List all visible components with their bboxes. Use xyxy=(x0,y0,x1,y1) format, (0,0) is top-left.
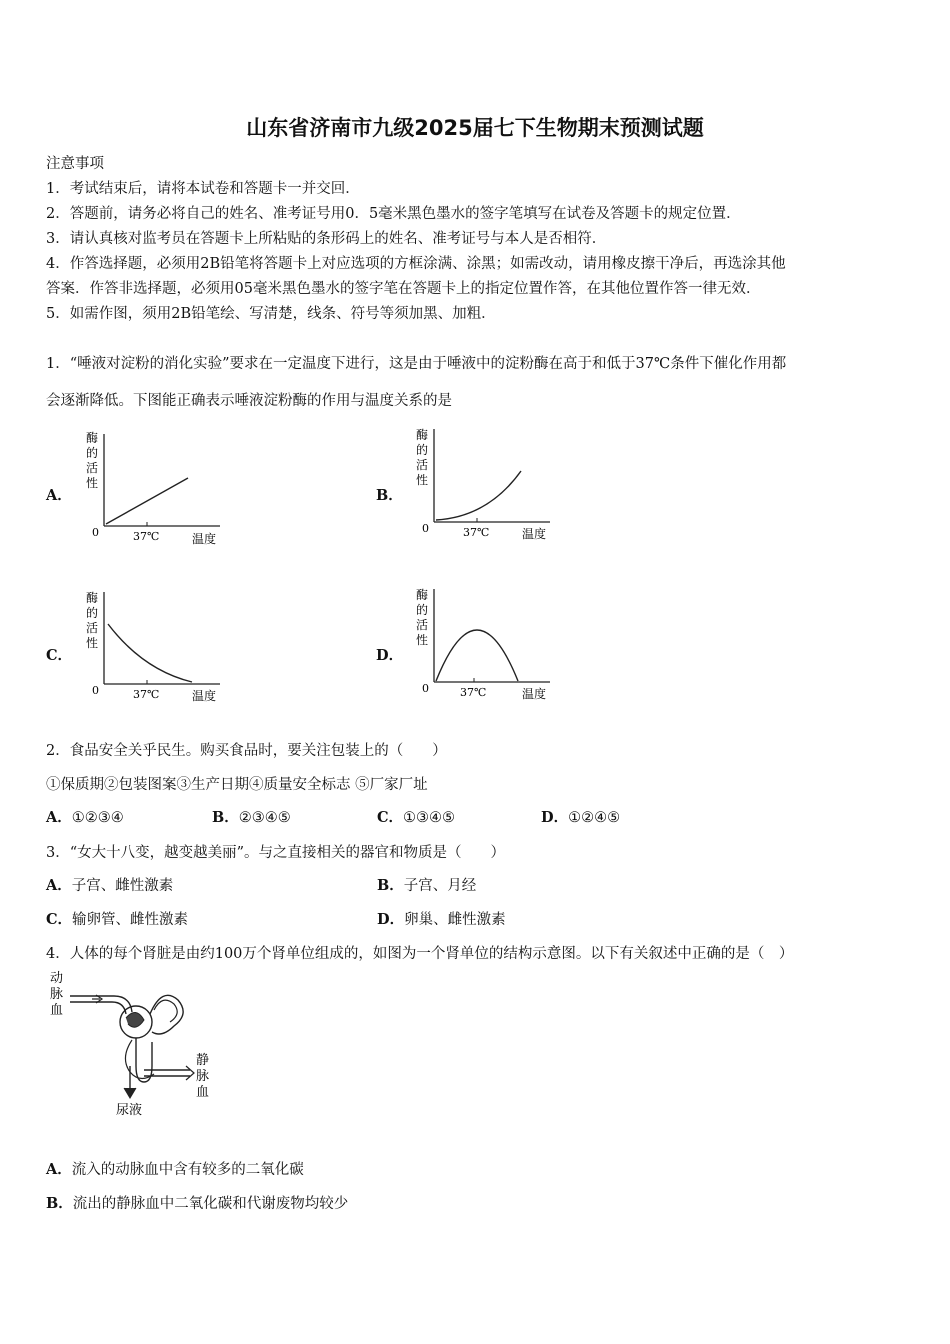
ylabel-char: 酶 xyxy=(416,428,429,442)
notice-heading: 注意事项 xyxy=(46,156,104,172)
ylabel-char: 活 xyxy=(416,618,429,632)
option-text: 卵巢、雌性激素 xyxy=(404,912,506,928)
vein-label-char: 血 xyxy=(196,1085,210,1100)
q1-stem-line2: 会逐渐降低。下图能正确表示唾液淀粉酶的作用与温度关系的是 xyxy=(46,393,452,409)
origin-label: 0 xyxy=(92,684,99,697)
q1-option-a-label[interactable]: A． xyxy=(46,487,72,504)
option-label: B． xyxy=(212,809,239,826)
option-label: B． xyxy=(377,877,404,894)
option-label: B． xyxy=(46,1195,73,1212)
option-label: D． xyxy=(541,809,569,826)
artery-label-char: 脉 xyxy=(50,987,64,1002)
artery-label-char: 血 xyxy=(50,1003,64,1018)
origin-label: 0 xyxy=(92,526,99,539)
ylabel-char: 性 xyxy=(86,636,99,650)
page-title: 山东省济南市九级2025届七下生物期末预测试题 xyxy=(246,116,704,140)
q1-option-c-label[interactable]: C． xyxy=(46,647,73,664)
option-text: 流入的动脉血中含有较多的二氧化碳 xyxy=(71,1162,304,1178)
xlabel: 温度 xyxy=(522,687,547,701)
ylabel-char: 的 xyxy=(86,606,99,620)
q3-stem: 3．“女大十八变，越变越美丽”。与之直接相关的器官和物质是（ ） xyxy=(46,845,506,861)
q2-option-d[interactable] xyxy=(541,806,620,827)
option-text: 子宫、月经 xyxy=(403,878,477,894)
tick-label: 37℃ xyxy=(460,686,487,699)
ylabel-char: 酶 xyxy=(416,588,429,602)
q4-stem: 4．人体的每个肾脏是由约100万个肾单位组成的，如图为一个肾单位的结构示意图。以下有关叙述中正确的是（ ） xyxy=(46,946,794,962)
option-label: D． xyxy=(377,911,405,928)
notice-item-3: 3．请认真核对监考员在答题卡上所粘贴的条形码上的姓名、准考证号与本人是否相符． xyxy=(46,231,607,247)
q3-option-d[interactable] xyxy=(377,908,506,929)
notice-item-2: 2．答题前，请务必将自己的姓名、准考证号用0．5毫米黑色墨水的签字笔填写在试卷及答题卡的规定位置． xyxy=(46,206,741,222)
ylabel-char: 酶 xyxy=(86,431,99,445)
option-label: A． xyxy=(46,877,72,894)
q1-graph-a[interactable] xyxy=(78,428,238,550)
ylabel-char: 性 xyxy=(416,633,429,647)
q4-option-a[interactable] xyxy=(46,1158,304,1179)
ylabel-char: 性 xyxy=(86,476,99,490)
ylabel-char: 活 xyxy=(86,461,99,475)
curve-linear xyxy=(106,478,188,524)
option-label: A． xyxy=(46,809,72,826)
q2-stem: 2．食品安全关乎民生。购买食品时，要关注包装上的（ ） xyxy=(46,743,447,759)
q2-option-b[interactable] xyxy=(212,806,291,827)
ylabel-char: 酶 xyxy=(86,591,99,605)
xlabel: 温度 xyxy=(192,532,217,546)
tick-label: 37℃ xyxy=(463,526,490,539)
option-label: C． xyxy=(46,911,73,928)
notice-item-4: 4．作答选择题，必须用2B铅笔将答题卡上对应选项的方框涂满、涂黑；如需改动，请用橡皮擦干净后，再选涂其他 xyxy=(46,256,786,272)
ylabel-char: 的 xyxy=(416,603,429,617)
notice-item-1: 1．考试结束后，请将本试卷和答题卡一并交回． xyxy=(46,181,360,197)
notice-item-5: 5．如需作图，须用2B铅笔绘、写清楚，线条、符号等须加黑、加粗． xyxy=(46,306,496,322)
glomerulus xyxy=(126,1012,144,1027)
q1-option-b-label[interactable]: B． xyxy=(376,487,403,504)
ylabel-char: 的 xyxy=(86,446,99,460)
vein-label-char: 静 xyxy=(196,1053,210,1068)
proximal-tubule xyxy=(150,995,183,1034)
vein-label-char: 脉 xyxy=(196,1069,210,1084)
tick-label: 37℃ xyxy=(133,530,160,543)
tick-label: 37℃ xyxy=(133,688,160,701)
q3-option-c[interactable] xyxy=(46,908,188,929)
q2-option-c[interactable] xyxy=(377,806,455,827)
q1-option-d-label[interactable]: D． xyxy=(376,647,404,664)
ylabel-char: 活 xyxy=(416,458,429,472)
option-text: 流出的静脉血中二氧化碳和代谢废物均较少 xyxy=(72,1196,349,1212)
option-label: A． xyxy=(46,1161,72,1178)
xlabel: 温度 xyxy=(192,689,217,703)
ylabel-char: 的 xyxy=(416,443,429,457)
option-label: C． xyxy=(377,809,404,826)
option-text: ①②③④ xyxy=(71,810,124,826)
option-text: ②③④⑤ xyxy=(238,810,291,826)
q2-items: ①保质期②包装图案③生产日期④质量安全标志 ⑤厂家厂址 xyxy=(46,777,428,793)
q1-graph-b[interactable] xyxy=(408,425,568,547)
xlabel: 温度 xyxy=(522,527,547,541)
curve-decrease xyxy=(108,624,192,682)
q2-option-a[interactable] xyxy=(46,806,124,827)
option-text: 子宫、雌性激素 xyxy=(71,878,174,894)
artery-label-char: 动 xyxy=(50,971,64,986)
ylabel-char: 性 xyxy=(416,473,429,487)
ylabel-char: 活 xyxy=(86,621,99,635)
q3-option-b[interactable] xyxy=(377,874,476,895)
urine-arrow xyxy=(124,1088,136,1098)
q1-stem-line1: 1．“唾液对淀粉的消化实验”要求在一定温度下进行，这是由于唾液中的淀粉酶在高于和低于37℃条件下催化作用都 xyxy=(46,356,787,372)
q3-option-a[interactable] xyxy=(46,874,173,895)
curve-peak xyxy=(436,630,518,681)
option-text: 输卵管、雌性激素 xyxy=(72,912,189,928)
option-text: ①②④⑤ xyxy=(568,810,621,826)
origin-label: 0 xyxy=(422,522,429,535)
q1-graph-c[interactable] xyxy=(78,588,238,710)
option-text: ①③④⑤ xyxy=(403,810,456,826)
notice-item-4-cont: 答案．作答非选择题，必须用05毫米黑色墨水的签字笔在答题卡上的指定位置作答，在其他位置作答一律无效． xyxy=(46,281,761,297)
q4-option-b[interactable] xyxy=(46,1192,348,1213)
origin-label: 0 xyxy=(422,682,429,695)
q1-graph-d[interactable] xyxy=(408,585,568,707)
urine-label: 尿液 xyxy=(116,1103,143,1118)
curve-exponential xyxy=(436,471,521,520)
nephron-diagram xyxy=(44,966,244,1126)
vein-arrow xyxy=(186,1066,194,1080)
